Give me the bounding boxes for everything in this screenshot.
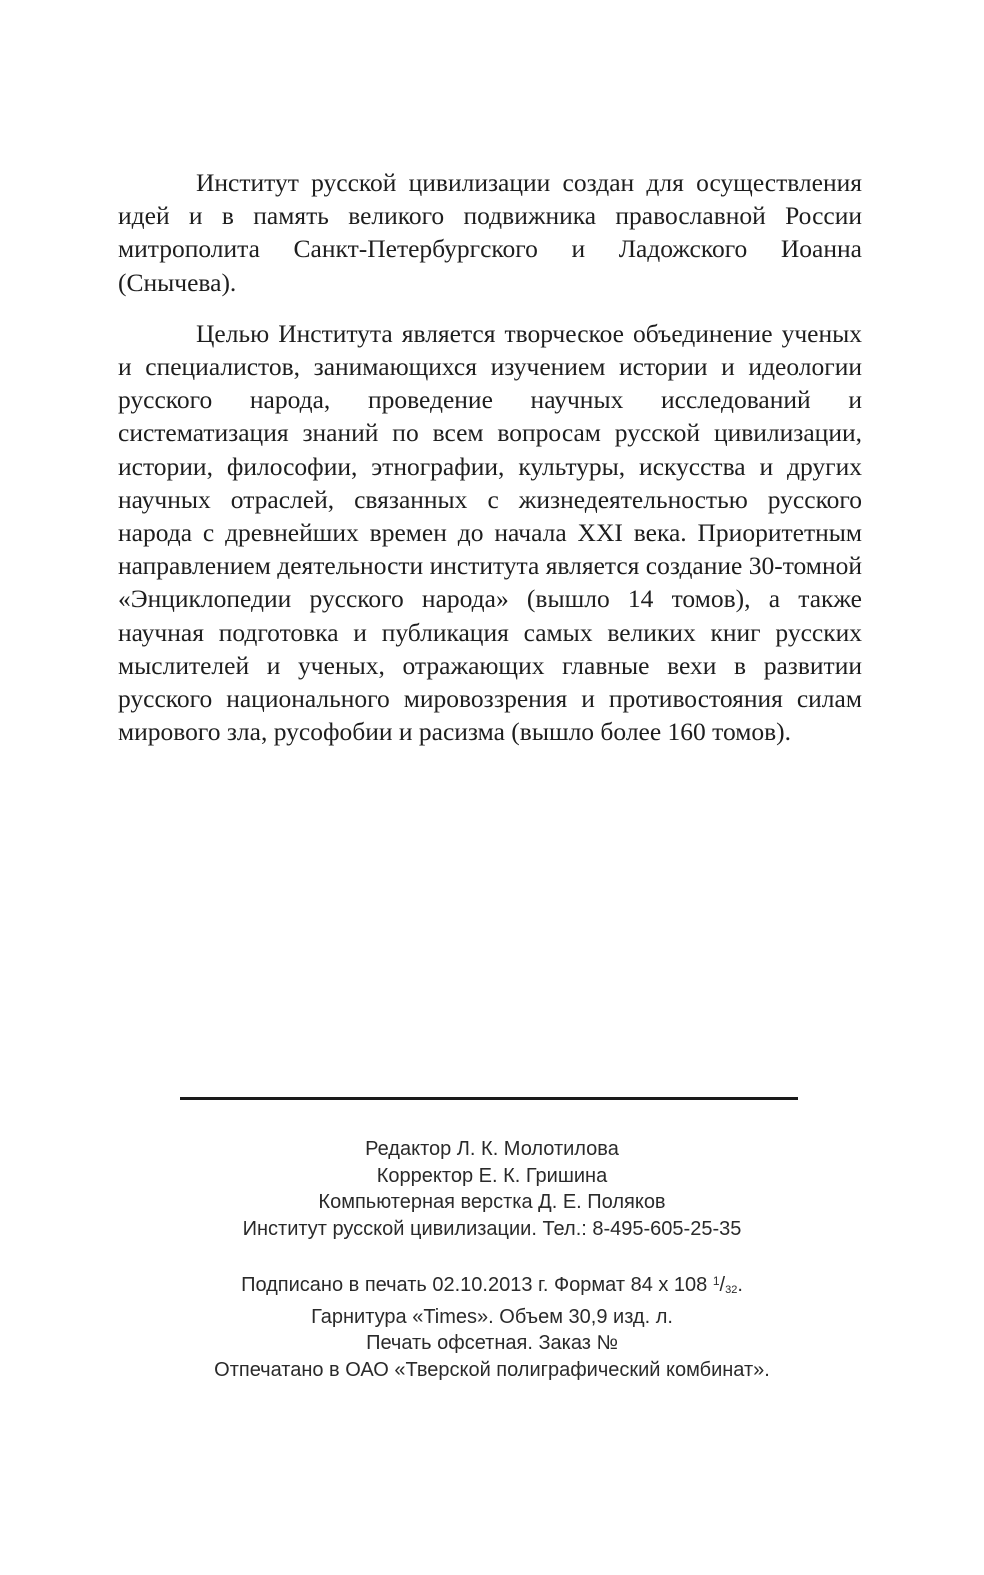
print-order-line: Печать офсетная. Заказ № [366,1332,618,1354]
signed-date-text: Подписано в печать 02.10.2013 г. Формат 84 х 108 [241,1274,713,1296]
paragraph-institute-goals: Целью Института является творческое объединение ученых и специалистов, занимающихся изучением истории и идеологии русского народа, проведение научных исследований и систематизация знаний по всем вопросам русской цивилизации, истории, философии, этнографии, культуры, искусства и других научных отраслей, связанных с жизнедеятельностью русского народа с древнейших времен до начала XXI века. Приоритетным направлением деятельности института является создание 30-томной «Энциклопедии русского народа» (вышло 14 томов), а также научная подготовка и публикация самых великих книг русских мыслителей и ученых, отражающих главные вехи в развитии русского национального мировоззрения и противостояния силам мирового зла, русофобии и расизма (вышло более 160 томов). [118,318,862,747]
typeface-line: Гарнитура «Times». Объем 30,9 изд. л. [311,1305,673,1328]
format-period: . [737,1274,743,1296]
format-fraction [713,1274,738,1296]
institute-description [118,166,862,748]
proofreader-line: Корректор Е. К. Гришина [376,1164,608,1187]
format-denominator: 32 [725,1284,738,1296]
separator-rule [180,1097,798,1100]
format-slash: / [719,1274,726,1296]
institute-phone-line: Институт русской цивилизации. Тел.: 8-495-605-25-35 [242,1217,742,1240]
signed-format-line [130,1268,854,1304]
imprint-credits [130,1136,854,1242]
paragraph-institute-founding: Институт русской цивилизации создан для осуществления идей и в память великого подвижника православной России митрополита Санкт-Петербургского и Ладожского Иоанна (Снычева). [118,168,862,297]
imprint-printing [130,1268,854,1383]
printed-at-line: Отпечатано в ОАО «Тверской полиграфический комбинат». [214,1358,770,1381]
editor-line: Редактор Л. К. Молотилова [365,1138,619,1160]
layout-line: Компьютерная верстка Д. Е. Поляков [318,1191,666,1213]
format-numerator: 1 [712,1274,720,1288]
